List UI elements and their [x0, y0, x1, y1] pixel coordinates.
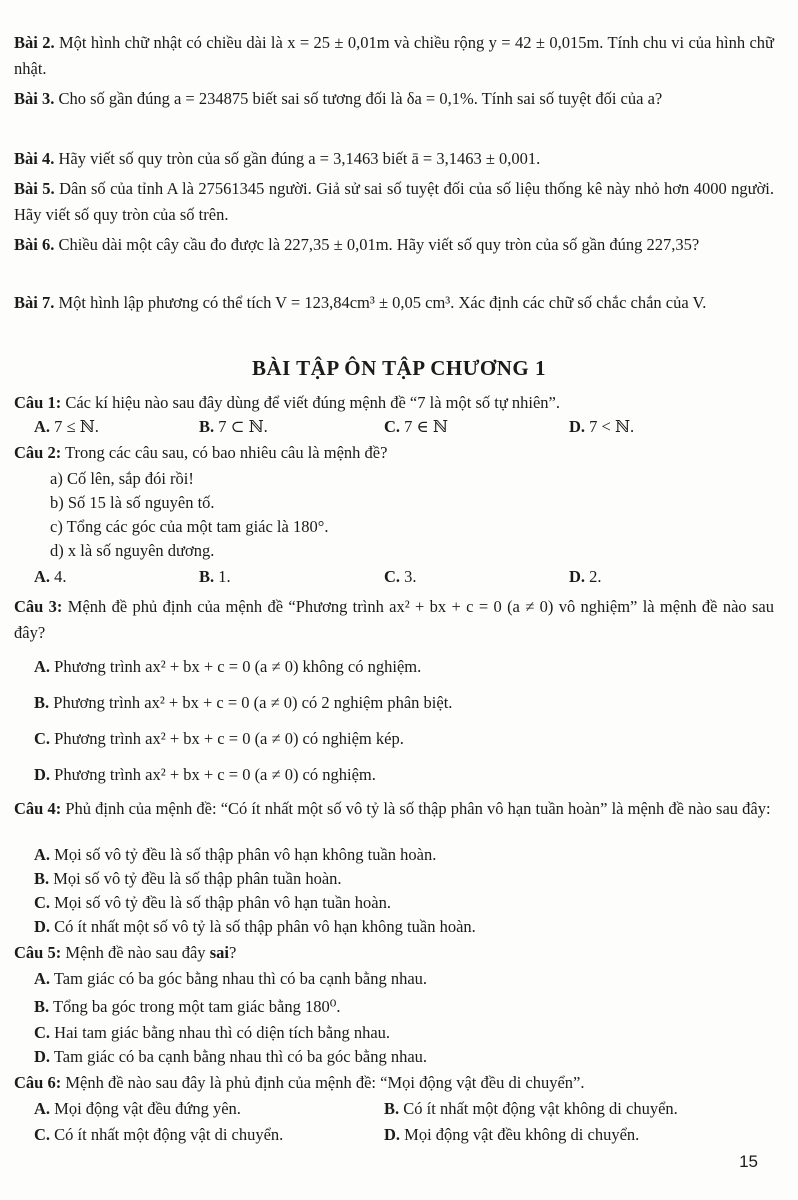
question-text: Mệnh đề phủ định của mệnh đề “Phương trình ax² + bx + c = 0 (a ≠ 0) vô nghiệm” là mệnh đề nào sau đây? — [14, 597, 775, 642]
option-a: A. 7 ≤ ℕ. — [34, 417, 99, 436]
exercise-5 — [14, 176, 774, 228]
question-label: Câu 1: — [14, 393, 62, 412]
exercise-label: Bài 7. — [14, 293, 55, 312]
question-6 — [14, 1070, 774, 1096]
option-c: C. 3. — [384, 567, 417, 586]
question-text: Phủ định của mệnh đề: “Có ít nhất một số vô tỷ là số thập phân vô hạn tuần hoàn” là mệnh đề nào sau đây: — [61, 799, 771, 818]
option-d: D. 2. — [569, 567, 602, 586]
option-b: B. Mọi số vô tỷ đều là số thập phân tuần hoàn. — [34, 869, 342, 888]
question-label: Câu 3: — [14, 597, 63, 616]
question-label: Câu 6: — [14, 1073, 62, 1092]
option-c: C. Phương trình ax² + bx + c = 0 (a ≠ 0) có nghiệm kép. — [34, 729, 404, 748]
exercise-label: Bài 4. — [14, 149, 55, 168]
option-b: B. Phương trình ax² + bx + c = 0 (a ≠ 0) có 2 nghiệm phân biệt. — [34, 693, 453, 712]
question-2 — [14, 440, 774, 466]
question-text: Trong các câu sau, có bao nhiêu câu là mệnh đề? — [61, 443, 388, 462]
option-d: D. Có ít nhất một số vô tỷ là số thập phân vô hạn không tuần hoàn. — [34, 917, 476, 936]
option-d: D. Tam giác có ba cạnh bằng nhau thì có ba góc bằng nhau. — [34, 1047, 428, 1066]
question-3 — [14, 594, 774, 646]
statement-a: a) Cố lên, sắp đói rồi! — [50, 469, 194, 488]
question-text: Các kí hiệu nào sau đây dùng để viết đúng mệnh đề “7 là một số tự nhiên”. — [61, 393, 561, 412]
question-label: Câu 5: — [14, 943, 62, 962]
exercise-text: Một hình lập phương có thể tích V = 123,84cm³ ± 0,05 cm³. Xác định các chữ số chắc chắn của V. — [54, 293, 707, 312]
exercise-label: Bài 5. — [14, 179, 55, 198]
option-c: C. 7 ∈ ℕ — [384, 417, 448, 436]
option-a: A. Phương trình ax² + bx + c = 0 (a ≠ 0) không có nghiệm. — [34, 657, 422, 676]
question-text: Mệnh đề nào sau đây — [61, 943, 210, 962]
option-a: A. Mọi động vật đều đứng yên. — [34, 1099, 241, 1118]
option-c: C. Có ít nhất một động vật di chuyển. — [34, 1125, 284, 1144]
exercise-label: Bài 2. — [14, 33, 55, 52]
option-b: B. 7 ⊂ ℕ. — [199, 417, 268, 436]
option-d: D. 7 < ℕ. — [569, 417, 635, 436]
option-a: A. Tam giác có ba góc bằng nhau thì có ba cạnh bằng nhau. — [34, 969, 428, 988]
question-1 — [14, 390, 774, 416]
exercise-3 — [14, 86, 774, 112]
exercise-label: Bài 6. — [14, 235, 55, 254]
question-emphasis: sai — [209, 943, 229, 962]
statement-d: d) x là số nguyên dương. — [50, 541, 215, 560]
option-d: D. Phương trình ax² + bx + c = 0 (a ≠ 0) có nghiệm. — [34, 765, 376, 784]
option-b: B. 1. — [199, 567, 231, 586]
exercise-7 — [14, 290, 774, 316]
question-4 — [14, 796, 774, 822]
exercise-4 — [14, 146, 774, 172]
question-text: Mệnh đề nào sau đây là phủ định của mệnh đề: “Mọi động vật đều di chuyển”. — [61, 1073, 585, 1092]
question-label: Câu 4: — [14, 799, 62, 818]
option-b: B. Tổng ba góc trong một tam giác bằng 180⁰. — [34, 997, 341, 1016]
option-a: A. Mọi số vô tỷ đều là số thập phân vô hạn không tuần hoàn. — [34, 845, 437, 864]
option-c: C. Hai tam giác bằng nhau thì có diện tích bằng nhau. — [34, 1023, 391, 1042]
question-5: Câu 5: Mệnh đề nào sau đây sai? — [14, 943, 237, 962]
exercise-text: Cho số gần đúng a = 234875 biết sai số tương đối là δa = 0,1%. Tính sai số tuyệt đối của a? — [54, 89, 663, 108]
page-number: 15 — [739, 1152, 758, 1171]
exercise-text: Dân số của tỉnh A là 27561345 người. Giả sử sai số tuyệt đối của số liệu thống kê này nhỏ hơn 4000 người. Hãy viết số quy tròn của số trên. — [14, 179, 775, 224]
exercise-text: Hãy viết số quy tròn của số gần đúng a = 3,1463 biết ā = 3,1463 ± 0,001. — [54, 149, 541, 168]
option-a: A. 4. — [34, 567, 67, 586]
option-d: D. Mọi động vật đều không di chuyển. — [384, 1125, 640, 1144]
statement-c: c) Tổng các góc của một tam giác là 180°. — [50, 517, 329, 536]
exercise-6 — [14, 232, 774, 258]
option-b: B. Có ít nhất một động vật không di chuyển. — [384, 1099, 678, 1118]
chapter-review-title: BÀI TẬP ÔN TẬP CHƯƠNG 1 — [251, 356, 547, 380]
option-c: C. Mọi số vô tỷ đều là số thập phân vô hạn tuần hoàn. — [34, 893, 391, 912]
question-label: Câu 2: — [14, 443, 62, 462]
exercise-text: Một hình chữ nhật có chiều dài là x = 25 ± 0,01m và chiều rộng y = 42 ± 0,015m. Tính chu vi của hình chữ nhật. — [14, 33, 774, 78]
statement-b: b) Số 15 là số nguyên tố. — [50, 493, 215, 512]
exercise-label: Bài 3. — [14, 89, 55, 108]
exercise-text: Chiều dài một cây cầu đo được là 227,35 ± 0,01m. Hãy viết số quy tròn của số gần đúng 227,35? — [54, 235, 700, 254]
exercise-2 — [14, 30, 774, 82]
